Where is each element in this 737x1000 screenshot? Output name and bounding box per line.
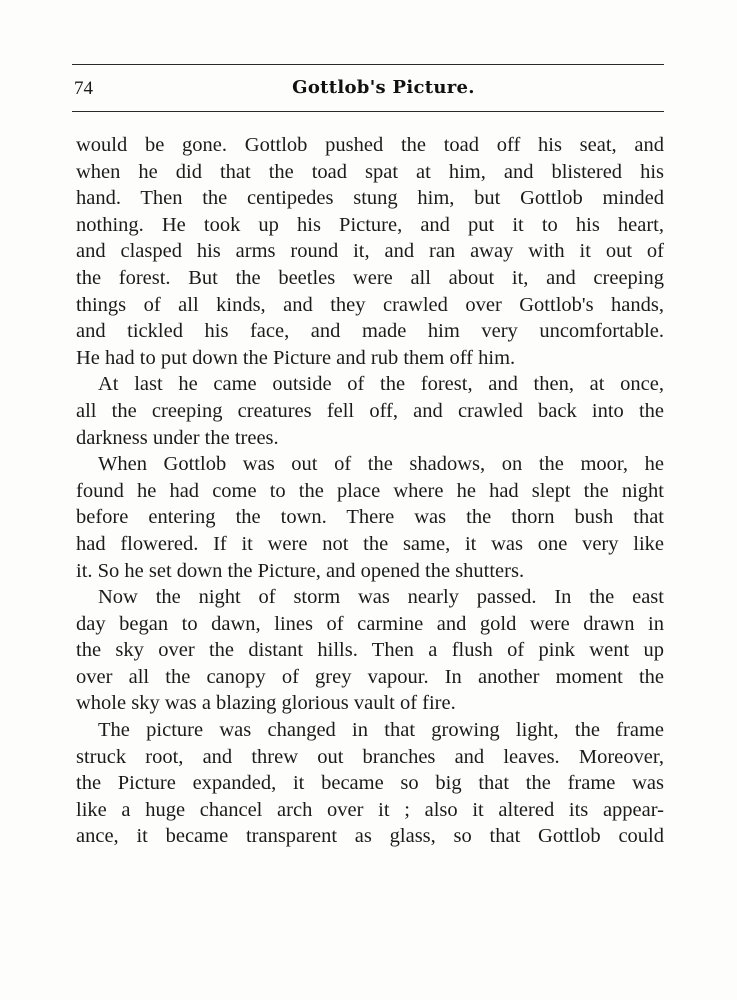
text-line: found he had come to the place where he had slept the night	[76, 479, 664, 502]
text-line: over all the canopy of grey vapour. In another moment the	[76, 665, 664, 688]
header-bottom-rule	[72, 111, 664, 112]
page-number: 74	[74, 78, 93, 99]
paragraph	[76, 132, 664, 371]
paragraph	[76, 717, 664, 850]
text-line: all the creeping creatures fell off, and crawled back into the	[76, 399, 664, 422]
paragraph	[76, 451, 664, 584]
text-line: like a huge chancel arch over it ; also it altered its appear-	[76, 798, 664, 821]
text-line: before entering the town. There was the thorn bush that	[76, 506, 664, 529]
text-line: the sky over the distant hills. Then a flush of pink went up	[76, 639, 664, 662]
paragraph	[76, 584, 664, 717]
text-line: had flowered. If it were not the same, it was one very like	[76, 532, 664, 555]
text-line: At last he came outside of the forest, and then, at once,	[98, 373, 664, 396]
text-line: struck root, and threw out branches and leaves. Moreover,	[76, 745, 664, 768]
text-line: He had to put down the Picture and rub them off him.	[76, 346, 516, 369]
paragraph	[76, 371, 664, 451]
text-line: and clasped his arms round it, and ran away with it out of	[76, 240, 664, 263]
text-line: Now the night of storm was nearly passed. In the east	[98, 586, 664, 609]
text-line: When Gottlob was out of the shadows, on the moor, he	[98, 453, 664, 476]
text-line: would be gone. Gottlob pushed the toad off his seat, and	[76, 134, 664, 156]
text-line: and tickled his face, and made him very uncomfortable.	[76, 320, 664, 343]
text-line: when he did that the toad spat at him, and blistered his	[76, 160, 664, 183]
text-line: hand. Then the centipedes stung him, but Gottlob minded	[76, 187, 664, 210]
running-title: Gottlob's Picture.	[292, 77, 475, 98]
text-line: darkness under the trees.	[76, 426, 279, 449]
text-line: whole sky was a blazing glorious vault of fire.	[76, 692, 456, 715]
text-line: things of all kinds, and they crawled over Gottlob's hands,	[76, 293, 664, 316]
header-top-rule	[72, 64, 664, 65]
text-line: the forest. But the beetles were all about it, and creeping	[76, 266, 664, 289]
text-line: the Picture expanded, it became so big that the frame was	[76, 772, 664, 795]
text-line: The picture was changed in that growing light, the frame	[98, 719, 664, 742]
text-line: it. So he set down the Picture, and opened the shutters.	[76, 559, 525, 582]
text-line: nothing. He took up his Picture, and put it to his heart,	[76, 213, 664, 236]
text-line: day began to dawn, lines of carmine and gold were drawn in	[76, 612, 664, 635]
body-text	[76, 132, 664, 850]
text-line: ance, it became transparent as glass, so that Gottlob could	[76, 825, 664, 848]
